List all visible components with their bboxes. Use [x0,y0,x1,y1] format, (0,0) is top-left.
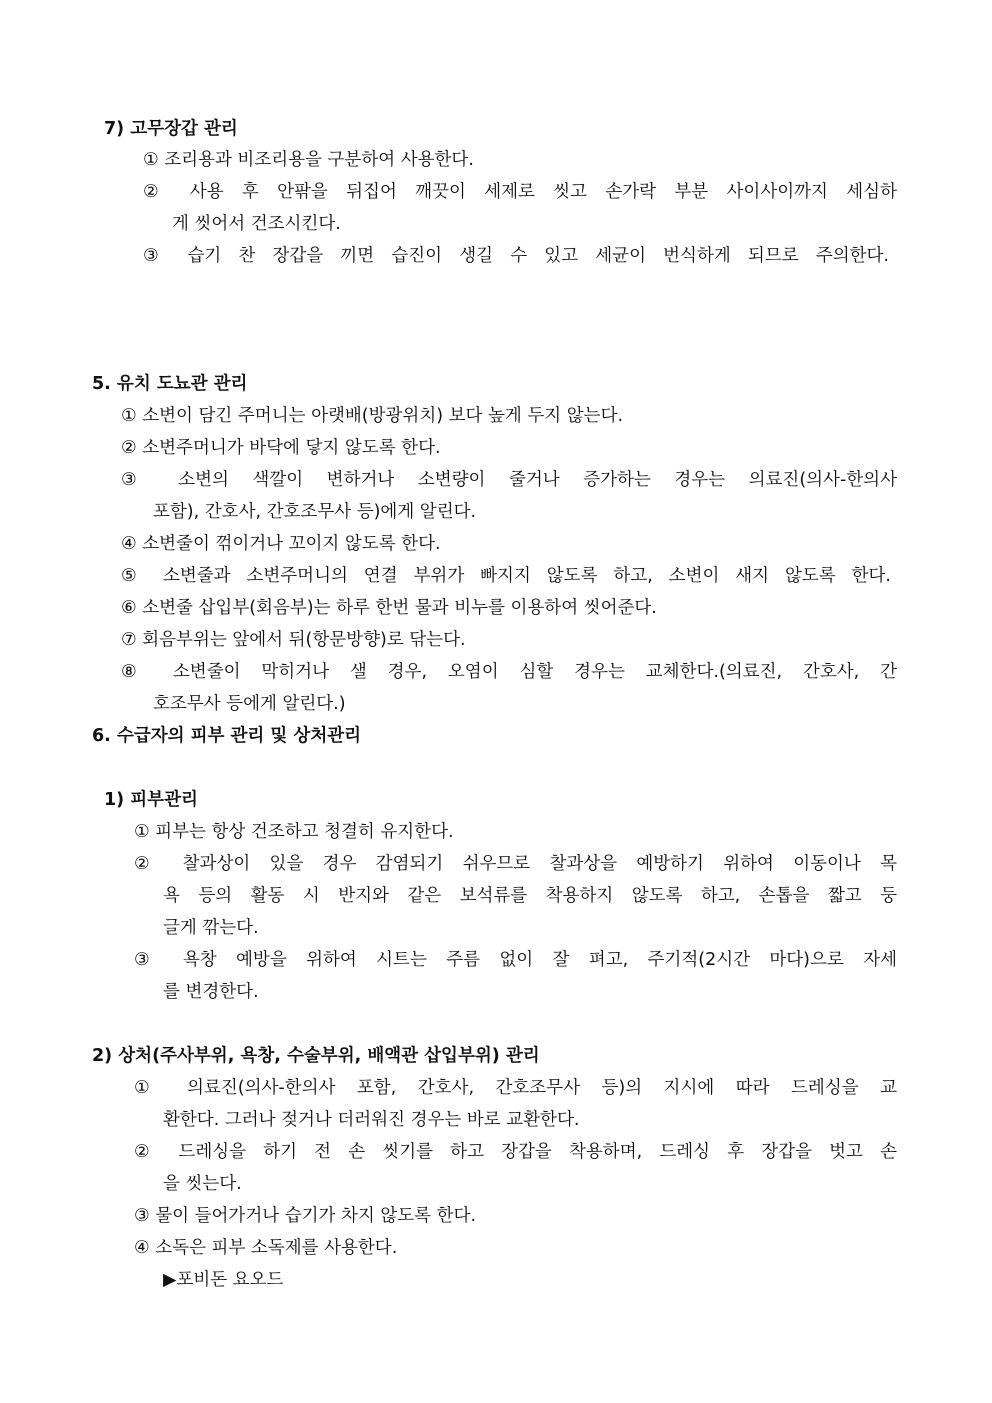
list-item: ⑥ 소변줄 삽입부(회음부)는 하루 한번 물과 비누를 이용하여 씻어준다. [121,598,657,618]
list-item: ② 드레싱을 하기 전 손 씻기를 하고 장갑을 착용하며, 드레싱 후 장갑을 벗고 손 [134,1142,897,1162]
note-item: ▶포비돈 요오드 [163,1270,284,1290]
list-item: ③ 물이 들어가거나 습기가 차지 않도록 한다. [134,1206,477,1226]
list-item-continuation: 호조무사 등에게 알린다.) [153,694,346,714]
list-item-continuation: 환한다. 그러나 젖거나 더러워진 경우는 바로 교환한다. [163,1110,580,1130]
list-item: ① 소변이 담긴 주머니는 아랫배(방광위치) 보다 높게 두지 않는다. [121,406,624,426]
list-item: ② 사용 후 안팎을 뒤집어 깨끗이 세제로 씻고 손가락 부분 사이사이까지 세심하 [143,182,897,202]
list-item-continuation: 포함), 간호사, 간호조무사 등)에게 알린다. [153,502,477,522]
section-heading: 6. 수급자의 피부 관리 및 상처관리 [92,726,362,746]
list-item: ⑤ 소변줄과 소변주머니의 연결 부위가 빠지지 않도록 하고, 소변이 새지 않도록 한다. [121,566,891,586]
list-item: ⑦ 회음부위는 앞에서 뒤(항문방향)로 닦는다. [121,630,466,650]
list-item: ③ 소변의 색깔이 변하거나 소변량이 줄거나 증가하는 경우는 의료진(의사-한의사 [121,470,897,490]
section-heading: 7) 고무장갑 관리 [104,119,238,139]
list-item-continuation: 욕 등의 활동 시 반지와 같은 보석류를 착용하지 않도록 하고, 손톱을 짧고 둥 [163,886,897,906]
list-item: ④ 소독은 피부 소독제를 사용한다. [134,1238,398,1258]
list-item: ① 조리용과 비조리용을 구분하여 사용한다. [143,150,474,170]
subsection-heading: 1) 피부관리 [104,790,198,810]
subsection-heading: 2) 상처(주사부위, 욕창, 수술부위, 배액관 삽입부위) 관리 [92,1046,540,1066]
section-heading: 5. 유치 도뇨관 관리 [92,374,248,394]
list-item: ⑧ 소변줄이 막히거나 샐 경우, 오염이 심할 경우는 교체한다.(의료진, 간호사, 간 [121,662,897,682]
list-item-continuation: 을 씻는다. [163,1174,242,1194]
list-item: ③ 욕창 예방을 위하여 시트는 주름 없이 잘 펴고, 주기적(2시간 마다)으로 자세 [134,950,897,970]
list-item-continuation: 를 변경한다. [163,982,259,1002]
list-item: ④ 소변줄이 꺾이거나 꼬이지 않도록 한다. [121,534,441,554]
list-item: ③ 습기 찬 장갑을 끼면 습진이 생길 수 있고 세균이 번식하게 되므로 주의한다. [143,246,889,266]
list-item-continuation: 글게 깎는다. [163,918,259,938]
list-item: ① 피부는 항상 건조하고 청결히 유지한다. [134,822,454,842]
list-item: ② 찰과상이 있을 경우 감염되기 쉬우므로 찰과상을 예방하기 위하여 이동이나 목 [134,854,897,874]
list-item: ① 의료진(의사-한의사 포함, 간호사, 간호조무사 등)의 지시에 따라 드레싱을 교 [134,1078,897,1098]
list-item: ② 소변주머니가 바닥에 닿지 않도록 한다. [121,438,441,458]
list-item-continuation: 게 씻어서 건조시킨다. [172,214,341,234]
